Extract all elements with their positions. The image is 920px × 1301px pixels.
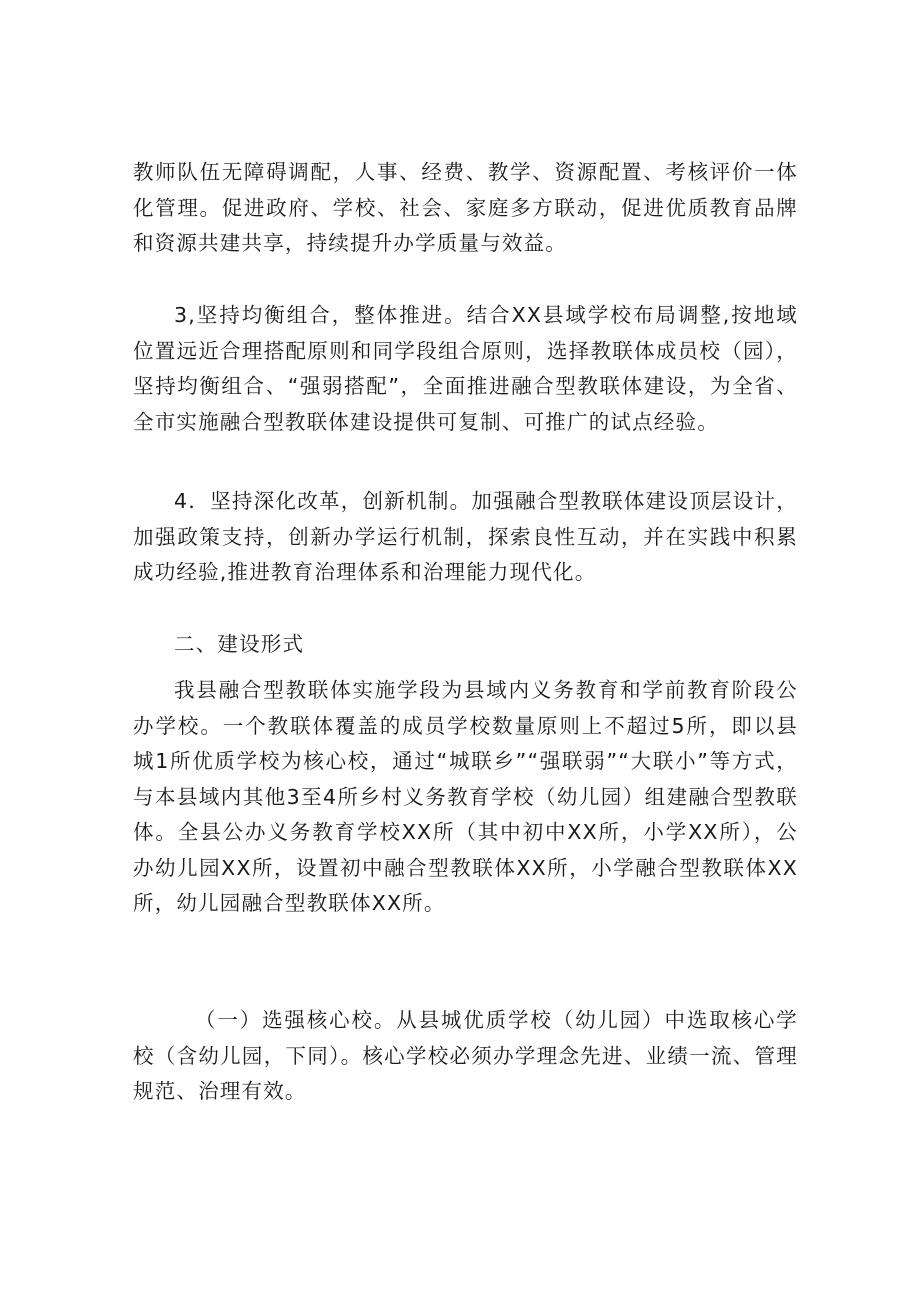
paragraph-team-management: 教师队伍无障碍调配，人事、经费、教学、资源配置、考核评价一体化管理。促进政府、学校、社会、家庭多方联动，促进优质教育品牌和资源共建共享，持续提升办学质量与效益。 xyxy=(133,160,798,255)
paragraph-core-school: （一）选强核心校。从县城优质学校（幼儿园）中选取核心学校（含幼儿园，下同）。核心学校必须办学理念先进、业绩一流、管理规范、治理有效。 xyxy=(133,1008,798,1103)
paragraph-principle-4: 4．坚持深化改革，创新机制。加强融合型教联体建设顶层设计，加强政策支持，创新办学运行机制，探索良性互动，并在实践中积累成功经验,推进教育治理体系和治理能力现代化。 xyxy=(133,489,798,584)
section-heading-construction-form: 二、建设形式 xyxy=(174,632,305,656)
paragraph-construction-form: 我县融合型教联体实施学段为县域内义务教育和学前教育阶段公办学校。一个教联体覆盖的成员学校数量原则上不超过5所，即以县城1所优质学校为核心校，通过“城联乡”“强联弱”“大联小”等方式，与本县域内其他3至4所乡村义务教育学校（幼儿园）组建融合型教联体。全县公办义务教育学校XX所（其中初中XX所，小学XX所），公办幼儿园XX所，设置初中融合型教联体XX所，小学融合型教联体XX所，幼儿园融合型教联体XX所。 xyxy=(133,678,798,915)
paragraph-principle-3: 3,坚持均衡组合，整体推进。结合XX县域学校布局调整,按地域位置远近合理搭配原则和同学段组合原则，选择教联体成员校（园），坚持均衡组合、“强弱搭配”，全面推进融合型教联体建设，为全省、全市实施融合型教联体建设提供可复制、可推广的试点经验。 xyxy=(133,303,798,434)
